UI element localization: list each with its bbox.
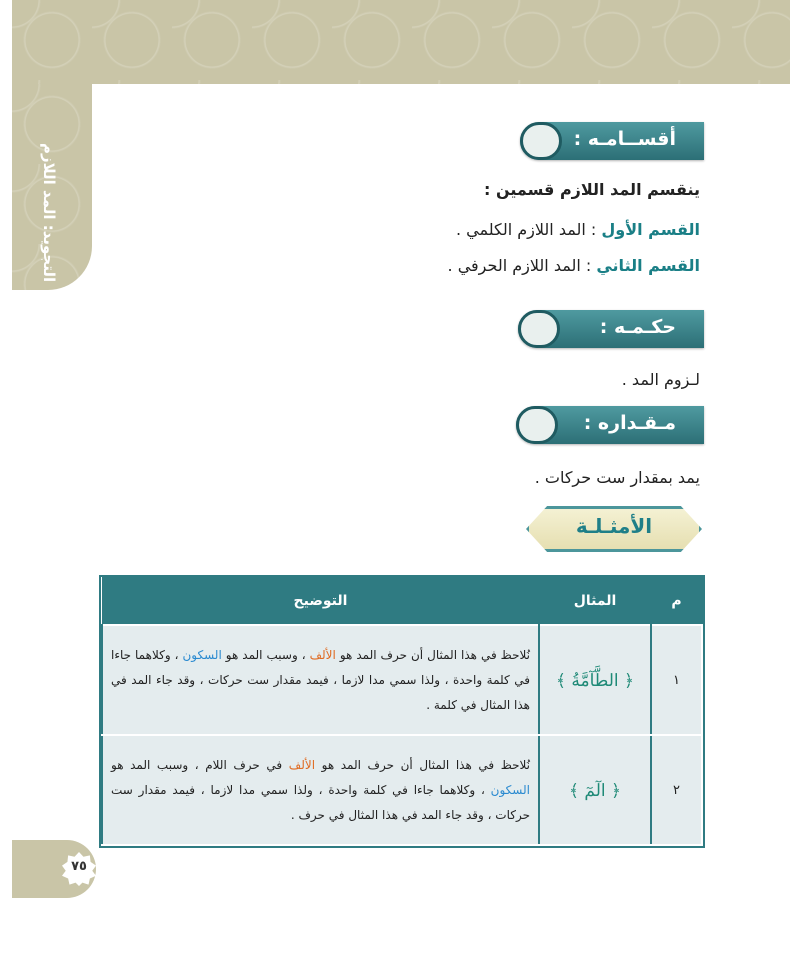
row-number: ٢ bbox=[651, 735, 702, 845]
division-2-label: القسم الثاني bbox=[596, 256, 700, 275]
explanation-part: نُلاحظ في هذا المثال أن حرف المد هو bbox=[335, 647, 530, 662]
ruling-heading-banner bbox=[518, 310, 704, 350]
examples-table bbox=[101, 577, 703, 846]
divisions-intro: ينقسم المد اللازم قسمين : bbox=[483, 180, 700, 199]
top-decorative-band bbox=[12, 0, 790, 84]
amount-heading-banner bbox=[516, 406, 704, 446]
explanation-part: ، وكلاهما جاءا في كلمة واحدة ، ولذا سمي مدا لازما ، فيمد مقدار ست حركات ، وقد جاء المد في هذا المثال في كلمة . bbox=[111, 647, 530, 712]
sukun-highlight: السكون bbox=[182, 647, 222, 662]
sukun-highlight: السكون bbox=[490, 782, 530, 797]
col-header-example: المثال bbox=[539, 578, 651, 626]
chapter-side-title: التجويد: المد اللازم bbox=[40, 142, 58, 282]
examples-title: الأمثـلـة bbox=[575, 514, 653, 538]
table-row bbox=[102, 625, 702, 735]
explanation-part: نُلاحظ في هذا المثال أن حرف المد هو bbox=[315, 757, 530, 772]
row-explanation bbox=[102, 625, 539, 735]
col-header-explanation: التوضيح bbox=[102, 578, 539, 626]
amount-heading: مـقـداره : bbox=[583, 412, 676, 434]
row-explanation bbox=[102, 735, 539, 845]
row-example-word: ﴿ الطَّآمَّةُ ﴾ bbox=[539, 625, 651, 735]
ruling-heading: حكـمـه : bbox=[599, 316, 676, 338]
banner-ring-icon bbox=[520, 122, 562, 160]
banner-ring-icon bbox=[518, 310, 560, 348]
division-2-text: : المد اللازم الحرفي . bbox=[447, 256, 592, 275]
division-1-text: : المد اللازم الكلمي . bbox=[455, 220, 597, 239]
division-item-2 bbox=[448, 256, 700, 275]
table-header-row bbox=[102, 578, 702, 626]
examples-title-badge bbox=[526, 506, 702, 552]
table-row bbox=[102, 735, 702, 845]
row-number: ١ bbox=[651, 625, 702, 735]
division-1-label: القسم الأول bbox=[601, 220, 700, 239]
banner-ring-icon bbox=[516, 406, 558, 444]
division-item-1 bbox=[456, 220, 700, 239]
explanation-part: ، وسبب المد هو bbox=[221, 647, 310, 662]
alif-highlight: الألف bbox=[309, 647, 336, 662]
explanation-part: ، وكلاهما جاءا في كلمة واحدة ، ولذا سمي مدا لازما ، فيمد مقدار ست حركات ، وقد جاء المد في هذا المثال في حرف . bbox=[111, 782, 530, 822]
ruling-text: لـزوم المد . bbox=[621, 370, 700, 389]
alif-highlight: الألف bbox=[288, 757, 316, 772]
explanation-part: في حرف اللام ، وسبب المد هو bbox=[111, 757, 289, 772]
page-number: ٧٥ bbox=[71, 859, 87, 874]
col-header-num: م bbox=[651, 578, 702, 626]
divisions-heading-banner bbox=[520, 122, 704, 162]
divisions-heading: أقســامـه : bbox=[573, 128, 676, 150]
amount-text: يمد بمقدار ست حركات . bbox=[534, 468, 700, 487]
page-number-badge bbox=[12, 840, 96, 898]
row-example-word: ﴿ الٓمٓ ﴾ bbox=[539, 735, 651, 845]
